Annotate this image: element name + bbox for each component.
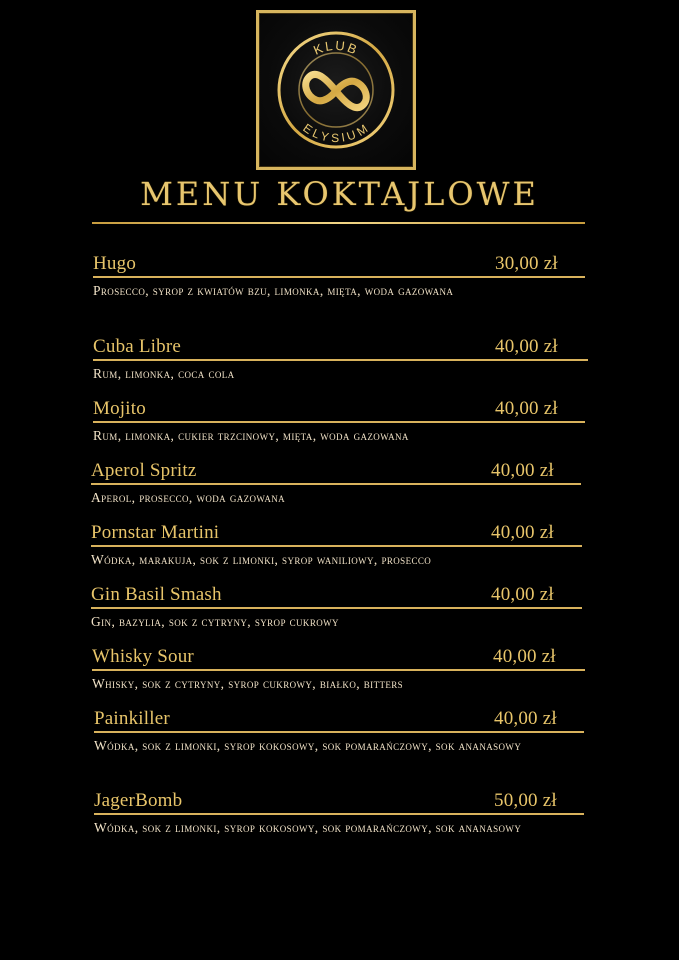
item-description: Aperol, prosecco, woda gazowana [91, 490, 286, 505]
item-header [91, 584, 582, 609]
item-description: Rum, limonka, coca cola [93, 366, 235, 381]
item-header [93, 253, 585, 278]
item-name: Mojito [93, 398, 146, 419]
club-logo [256, 10, 416, 170]
infinity-heart-icon [271, 25, 401, 155]
item-name: Cuba Libre [93, 336, 182, 357]
item-name: Gin Basil Smash [91, 584, 222, 605]
item-price: 40,00 zł [495, 336, 558, 357]
item-price: 40,00 zł [491, 522, 554, 543]
menu-title: MENU KOKTAJLOWE [140, 175, 539, 213]
item-price: 40,00 zł [493, 646, 556, 667]
item-name: Aperol Spritz [91, 460, 197, 481]
item-description: Wódka, marakuja, sok z limonki, syrop waniliowy, prosecco [91, 552, 432, 567]
item-price: 40,00 zł [495, 398, 558, 419]
item-price: 50,00 zł [494, 790, 557, 811]
item-header [93, 336, 588, 361]
item-header [92, 646, 585, 671]
item-price: 40,00 zł [491, 460, 554, 481]
item-header [91, 460, 581, 485]
item-name: Whisky Sour [92, 646, 194, 667]
item-name: JagerBomb [94, 790, 183, 811]
logo-top-text: KLUB [311, 37, 361, 58]
item-description: Wódka, sok z limonki, syrop kokosowy, sok pomarańczowy, sok ananasowy [94, 820, 522, 835]
item-header [93, 398, 585, 423]
item-description: Wódka, sok z limonki, syrop kokosowy, sok pomarańczowy, sok ananasowy [94, 738, 522, 753]
svg-text:KLUB [311, 38, 361, 58]
item-header [94, 790, 584, 815]
title-divider [92, 222, 585, 224]
item-name: Painkiller [94, 708, 170, 729]
item-price: 30,00 zł [495, 253, 558, 274]
item-description: Prosecco, syrop z kwiatów bzu, limonka, mięta, woda gazowana [93, 283, 454, 298]
item-header [91, 522, 582, 547]
item-description: Rum, limonka, cukier trzcinowy, mięta, woda gazowana [93, 428, 409, 443]
item-name: Hugo [93, 253, 137, 274]
item-price: 40,00 zł [491, 584, 554, 605]
item-header [94, 708, 584, 733]
item-description: Gin, bazylia, sok z cytryny, syrop cukrowy [91, 614, 339, 629]
item-name: Pornstar Martini [91, 522, 220, 543]
logo-bottom-text: ELYSIUM [300, 120, 372, 145]
item-description: Whisky, sok z cytryny, syrop cukrowy, białko, bitters [92, 676, 404, 691]
item-price: 40,00 zł [494, 708, 557, 729]
